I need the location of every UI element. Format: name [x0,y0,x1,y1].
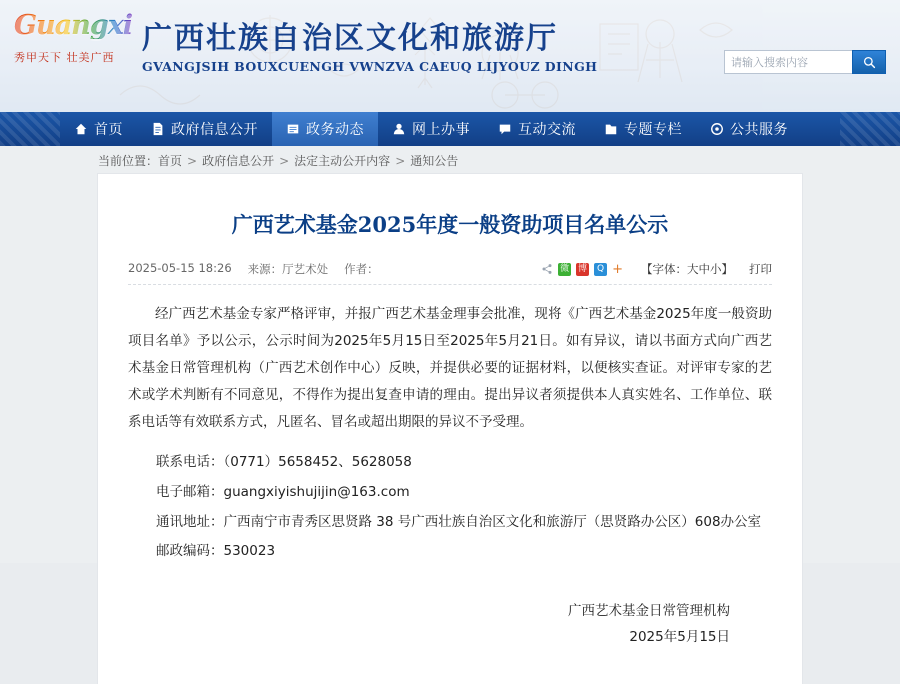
search-icon [863,56,876,69]
nav-label: 公共服务 [730,122,788,138]
nav-item-online-service[interactable] [378,112,484,146]
contact-email: 电子邮箱：guangxiyishujijin@163.com [156,484,410,501]
article-author: 作者： [344,262,379,277]
chat-icon [498,122,512,136]
publish-date: 2025-05-15 18:26 [128,261,232,276]
nav-right-ornament [840,112,900,146]
home-icon [74,122,88,136]
breadcrumb-separator: > [279,153,290,168]
logo-wordmark: Guangxi [14,10,133,41]
search-input[interactable] [724,50,852,74]
share-icon[interactable] [541,263,553,275]
article-tools [641,261,772,277]
nav-label: 网上办事 [412,122,470,138]
font-size-medium[interactable]: 中 [698,262,710,277]
nav-label: 政府信息公开 [171,122,258,138]
font-size-large[interactable]: 大 [687,262,699,277]
logo-slogan: 秀甲天下 壮美广西 [14,51,115,64]
nav-item-gov-news[interactable] [272,112,378,146]
qq-share-icon[interactable]: Q [594,263,607,276]
article-source: 来源：厅艺术处 [247,262,329,277]
font-size-switcher[interactable]: 【字体：大中小】 [641,262,733,277]
breadcrumb-separator: > [187,153,198,168]
nav-label: 政务动态 [306,122,364,138]
breadcrumb-item-2[interactable]: 法定主动公开内容 [294,153,391,168]
site-title [142,22,597,74]
contact-phone: 联系电话：（0771）5658452、5628058 [156,454,412,471]
breadcrumb-prefix: 当前位置： [98,153,159,168]
breadcrumb-bar [0,146,900,174]
weibo-share-icon[interactable]: 博 [578,263,588,274]
breadcrumb-item-0[interactable]: 首页 [158,153,183,168]
nav-item-interaction[interactable] [484,112,590,146]
contact-address: 通讯地址：广西南宁市青秀区思贤路 38 号广西壮族自治区文化和旅游厅（思贤路办公区）608办公室 [156,513,762,530]
article-meta [128,261,772,285]
signature-date: 2025年5月15日 [629,628,730,645]
nav-left-ornament [0,112,60,146]
site-title-cn: 广西壮族自治区文化和旅游厅 [142,21,558,56]
more-share-icon[interactable]: + [612,261,623,277]
breadcrumb-item-1[interactable]: 政府信息公开 [202,153,275,168]
nav-item-public-service[interactable] [696,112,802,146]
contact-postcode: 邮政编码：530023 [156,543,276,560]
nav-label: 互动交流 [518,122,576,138]
bottom-spacer [128,650,772,674]
site-header [0,0,900,112]
nav-item-home[interactable] [60,112,137,146]
article-signature [128,599,730,650]
print-button[interactable]: 打印 [749,262,772,277]
nav-items [60,112,840,146]
font-size-small[interactable]: 小 [710,262,722,277]
weixin-share-icon[interactable]: 微 [560,263,570,274]
site-logo[interactable] [14,12,132,86]
breadcrumb-separator: > [395,153,406,168]
document-icon [151,122,165,136]
nav-label: 首页 [94,122,123,138]
user-icon [392,122,406,136]
main-navigation [0,112,900,146]
share-group [541,262,623,277]
breadcrumb [98,152,458,169]
folder-icon [604,122,618,136]
nav-item-special-topics[interactable] [590,112,696,146]
contact-list [156,450,772,565]
article-container [98,174,802,684]
signature-organization: 广西艺术基金日常管理机构 [568,602,730,619]
service-icon [710,122,724,136]
article-meta-left [128,261,379,277]
search-button[interactable] [852,50,886,74]
site-title-en: GVANGJSIH BOUXCUENGH VWNZVA CAEUQ LIJYOUZ DINGH [142,59,598,74]
article-body [128,301,772,674]
nav-item-gov-info[interactable] [137,112,272,146]
page-title: 广西艺术基金2025年度一般资助项目名单公示 [231,212,669,237]
article-paragraph: 经广西艺术基金专家严格评审，并报广西艺术基金理事会批准，现将《广西艺术基金2025年度一般资助项目名单》予以公示，公示时间为2025年5月15日至2025年5月21日。如有异议，请以书面方式向广西艺术基金日常管理机构（广西艺术创作中心）反映，并提供必要的证据材料，以便核实查证。对评审专家的艺术或学术判断有不同意见，不得作为提出复查申请的理由。提出异议者须提供本人真实姓名、工作单位、联系电话等有效联系方式，凡匿名、冒名或超出期限的异议不予受理。 [128,306,772,431]
breadcrumb-item-3[interactable]: 通知公告 [410,153,459,168]
news-icon [286,122,300,136]
search-box[interactable] [724,50,886,74]
nav-label: 专题专栏 [624,122,682,138]
